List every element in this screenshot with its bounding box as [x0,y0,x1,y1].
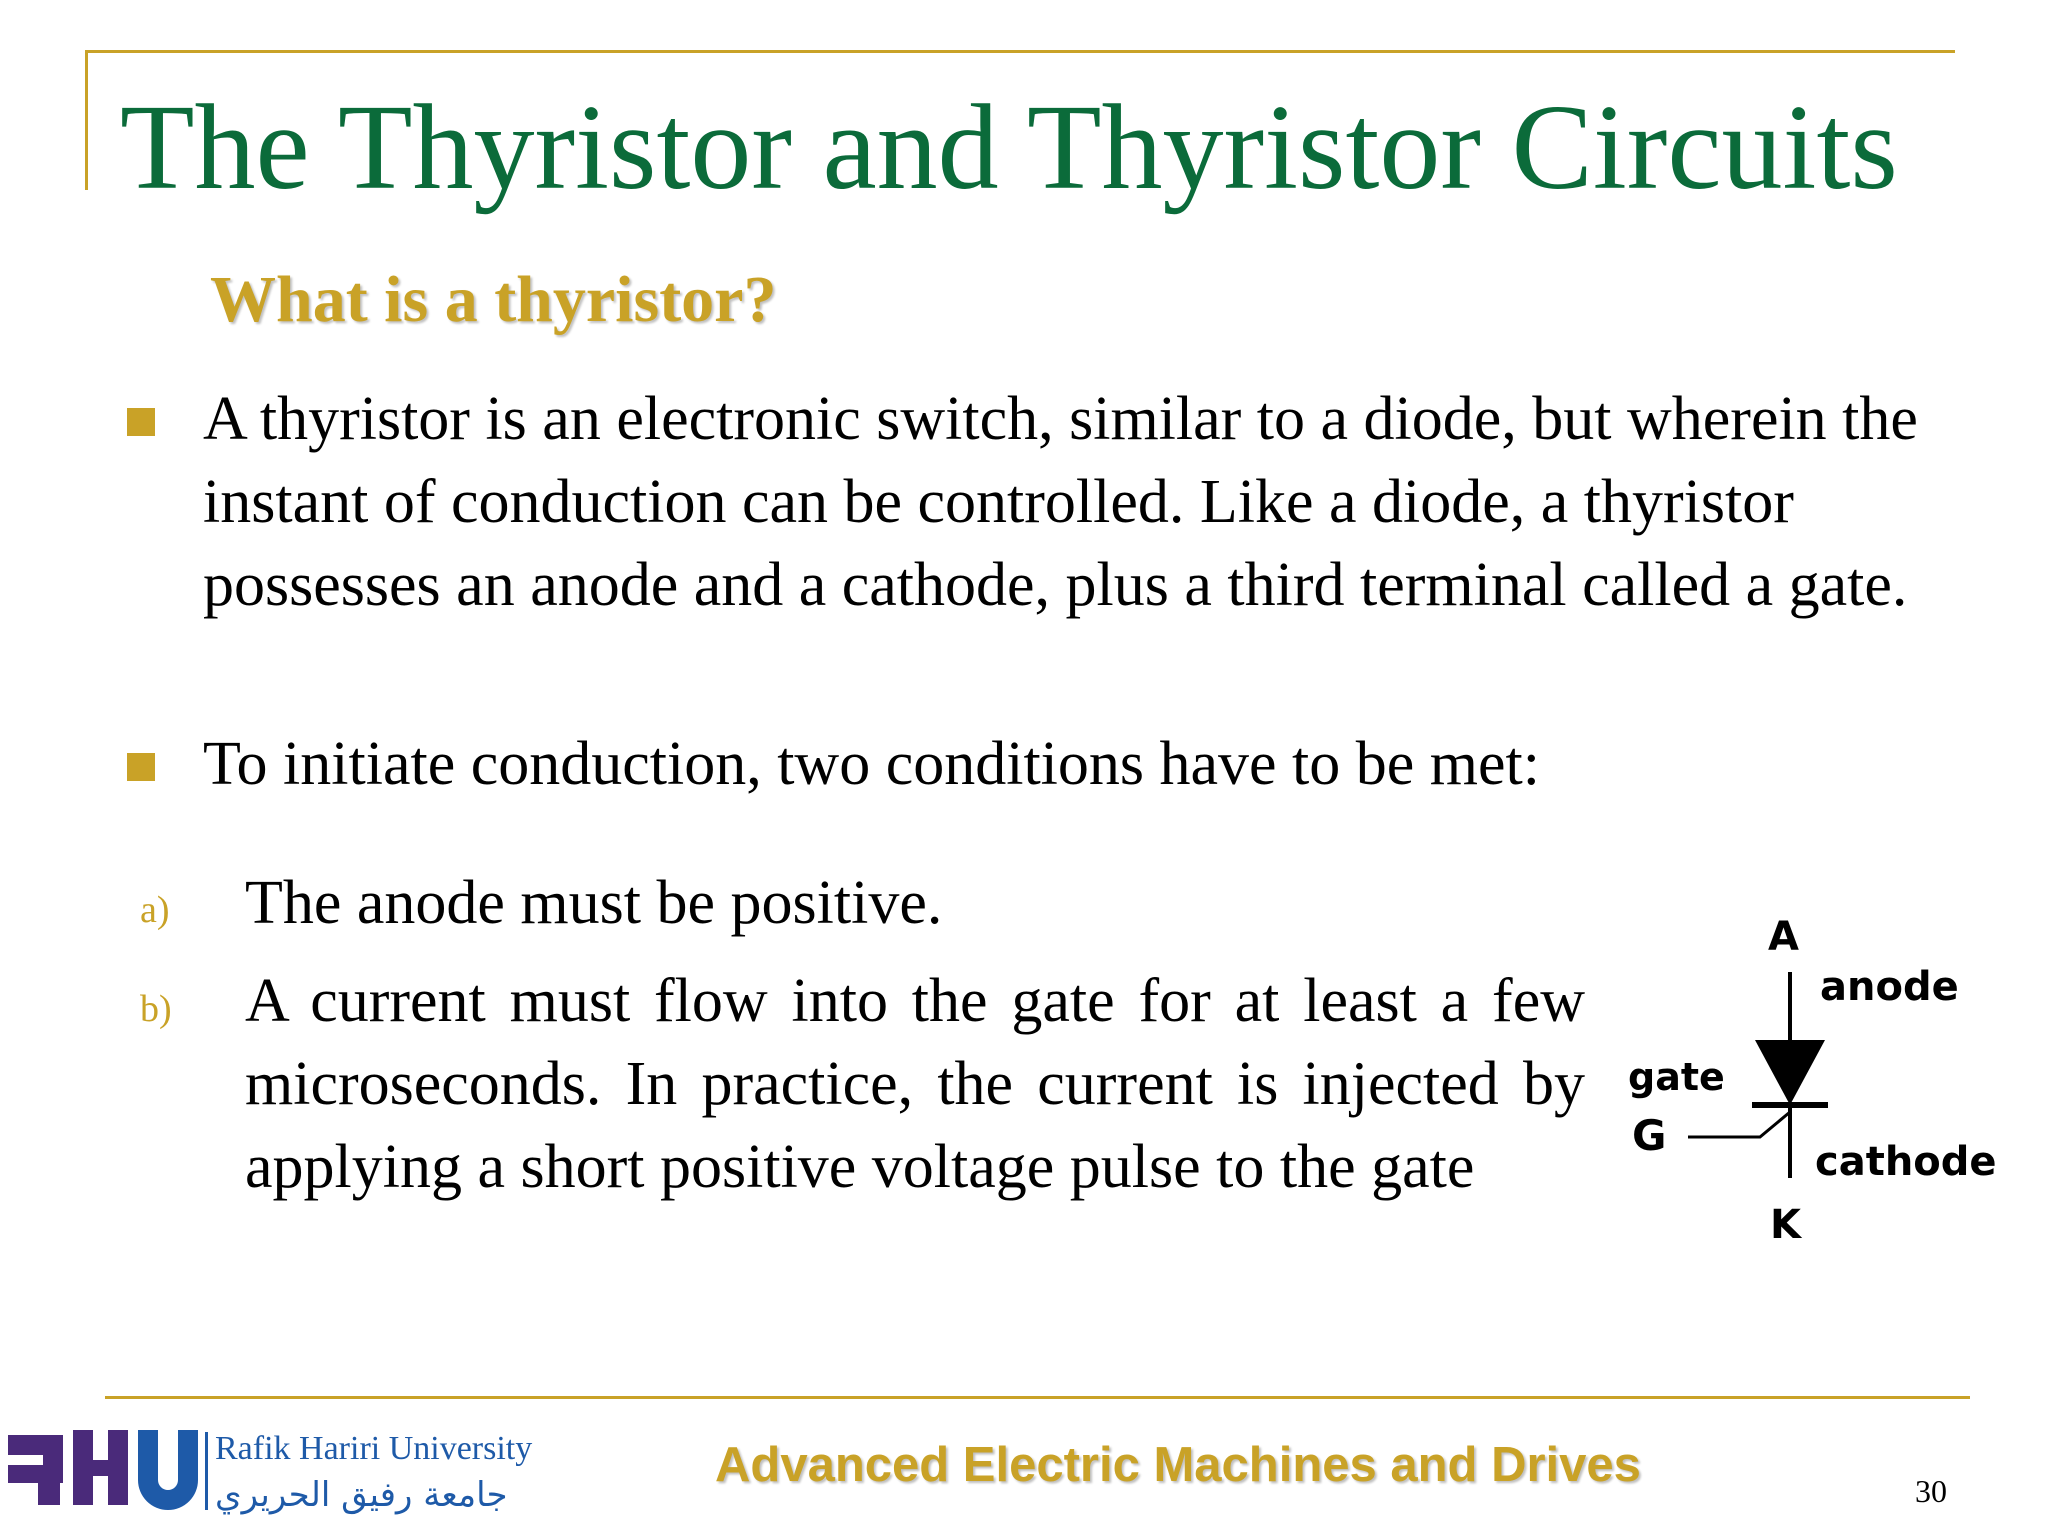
left-frame-line [85,50,88,190]
bullet-marker-2 [127,753,155,781]
diagram-label-k: K [1770,1202,1801,1248]
footer-line [105,1396,1970,1399]
condition-text-b: A current must flow into the gate for at least a few microseconds. In practice, the current is injected by applying a short positive voltage pulse to the gate [245,967,1585,1201]
bullet-marker-1 [127,408,155,436]
diagram-label-cathode: cathode [1815,1139,1997,1185]
gate-lead [1688,1112,1790,1137]
condition-text-a: The anode must be positive. [245,869,943,937]
top-frame-line [85,50,1955,53]
logo-divider [205,1432,208,1510]
university-name-english: Rafik Hariri University [215,1430,533,1467]
rhu-logo [8,1425,213,1510]
page-number: 30 [1915,1473,1947,1509]
diagram-label-g: G [1632,1111,1667,1160]
thyristor-symbol-diagram [1620,900,2020,1270]
bullet-text-1: A thyristor is an electronic switch, similar to a diode, but wherein the instant of conduction can be controlled. Like a diode, a thyristor possesses an anode and a cathode, plus a third terminal called a gate. [203,385,1918,619]
diagram-label-a: A [1768,914,1799,960]
course-title: Advanced Electric Machines and Drives [715,1438,1641,1492]
condition-marker-a: a) [140,889,170,931]
slide-title: The Thyristor and Thyristor Circuits [120,80,1898,215]
diagram-label-anode: anode [1820,964,1959,1010]
bullet-text-2: To initiate conduction, two conditions have to be met: [203,730,1540,798]
condition-marker-b: b) [140,988,172,1030]
diagram-label-gate: gate [1628,1055,1725,1099]
university-name-arabic: جامعة رفيق الحريري [215,1475,508,1515]
slide-subtitle: What is a thyristor? [210,263,777,336]
diode-triangle [1755,1040,1825,1105]
